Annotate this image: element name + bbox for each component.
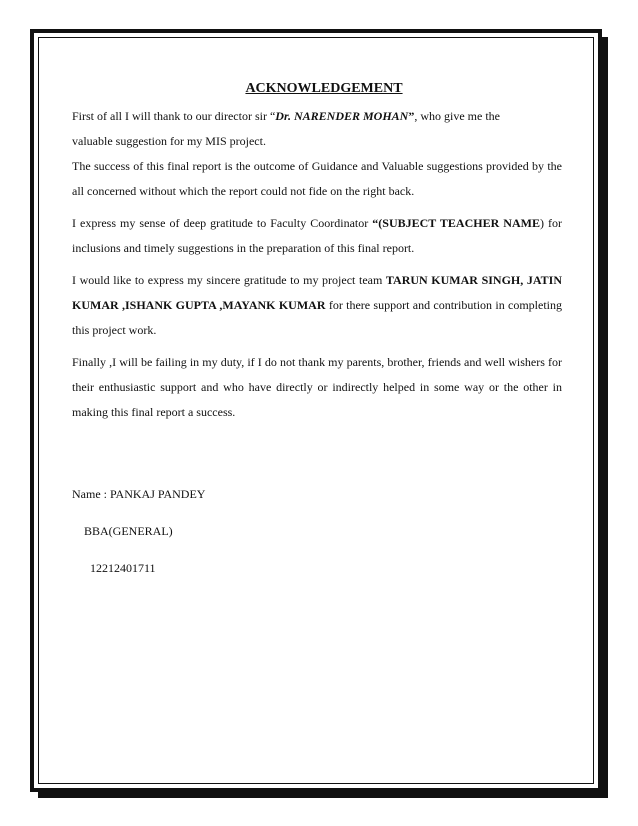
director-name: Dr. NARENDER MOHAN (275, 109, 409, 123)
para1-prefix: First of all I will thank to our director sir “ (72, 109, 276, 123)
paragraph-faculty-coordinator (72, 211, 562, 261)
paragraph-director-thanks (72, 104, 562, 154)
signature-block (72, 483, 562, 580)
document-body (72, 76, 562, 594)
para1-line2: valuable suggestion for my MIS project. (72, 134, 266, 148)
para3-prefix: I express my sense of deep gratitude to Faculty Coordinator (72, 216, 373, 230)
project-team-names: TARUN KUMAR SINGH, JATIN KUMAR ,ISHANK GUPTA ,MAYANK KUMAR (72, 273, 562, 312)
para4-suffix: for there support and contribution in completing this project work. (72, 298, 562, 337)
paragraph-closing: Finally ,I will be failing in my duty, if I do not thank my parents, brother, friends and well wishers for their enthusiastic support and who have directly or indirectly helped in some way or the other in making this final report a success. (72, 355, 562, 419)
signature-roll-number: 12212401711 (90, 561, 156, 575)
subject-teacher-name: “(SUBJECT TEACHER NAME (372, 216, 540, 230)
page-border-shadow-right (602, 37, 608, 798)
para1-closing-quote: ” (408, 109, 415, 123)
signature-name: Name : PANKAJ PANDEY (72, 487, 206, 501)
paragraph-project-team (72, 268, 562, 343)
para3-suffix: ) for inclusions and timely suggestions in the preparation of this final report. (72, 216, 562, 255)
signature-program: BBA(GENERAL) (84, 524, 173, 538)
para4-prefix: I would like to express my sincere gratitude to my project team (72, 273, 386, 287)
page-border-shadow-bottom (38, 792, 608, 798)
page-title: ACKNOWLEDGEMENT (245, 81, 403, 96)
para1-suffix: , who give me the (414, 109, 500, 123)
paragraph-success: The success of this final report is the outcome of Guidance and Valuable suggestions provided by the all concerned without which the report could not fide on the right back. (72, 159, 562, 198)
